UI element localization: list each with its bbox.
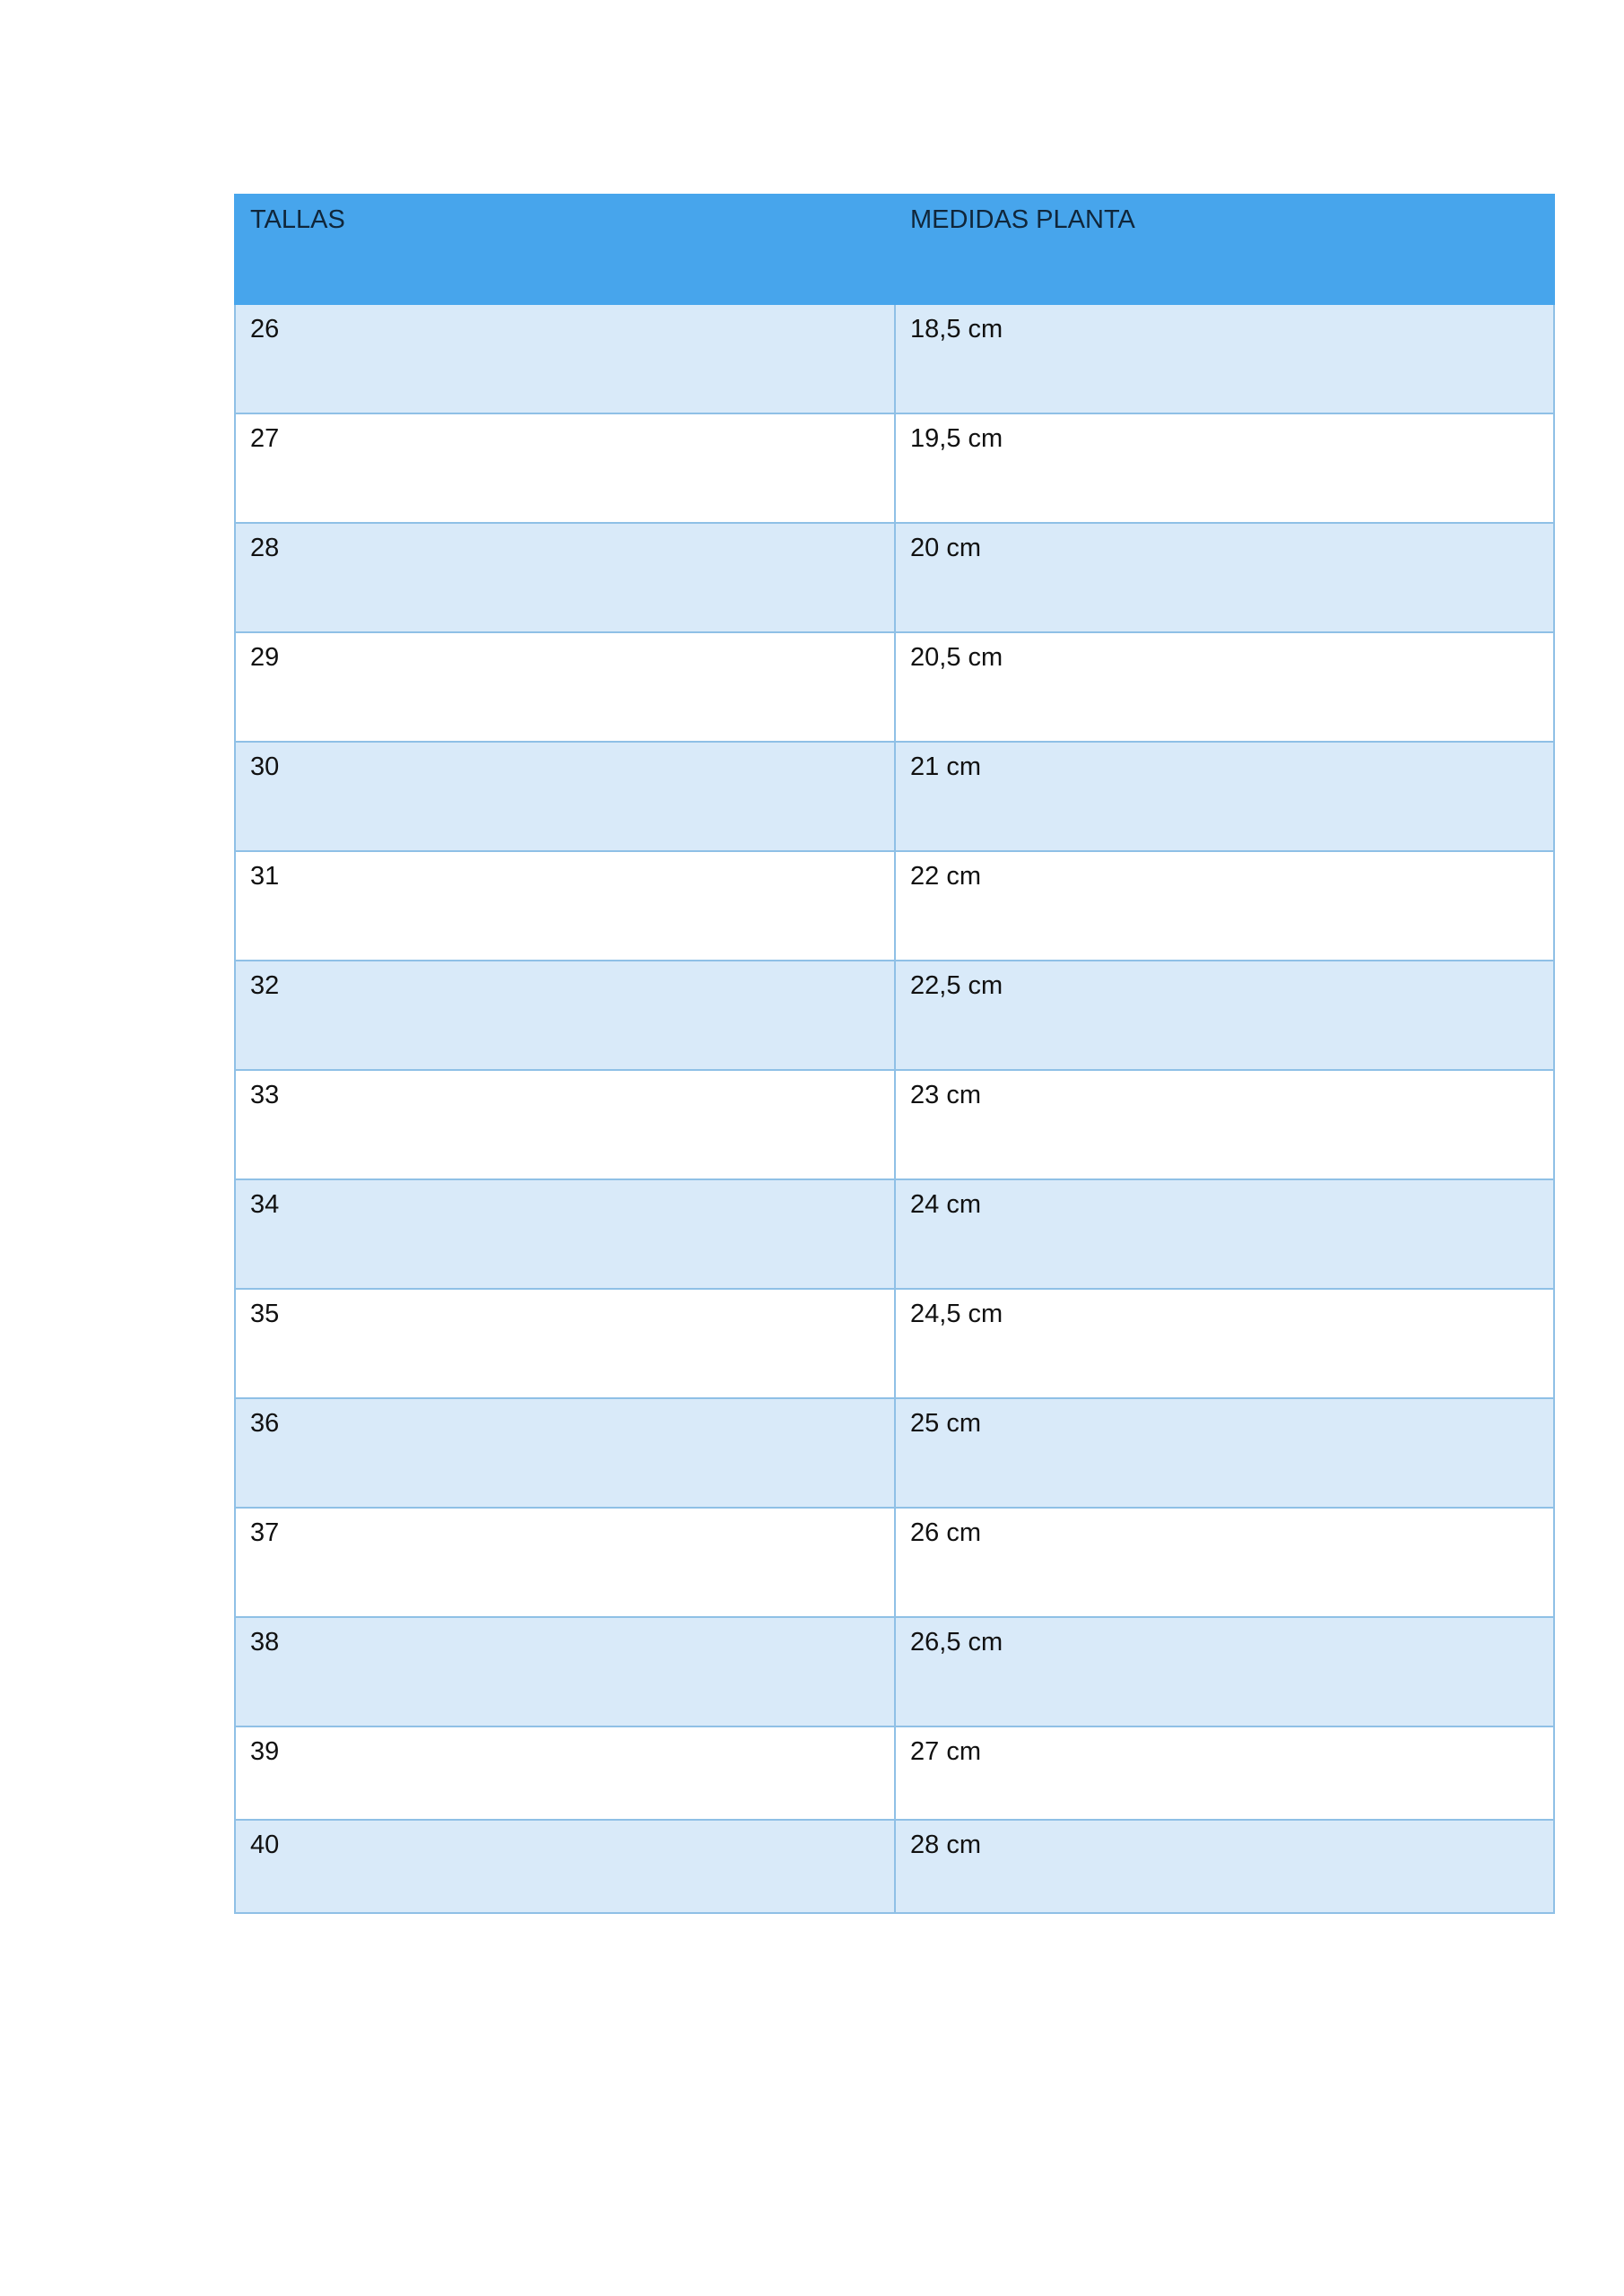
table-row xyxy=(235,1617,1554,1726)
cell-talla: 35 xyxy=(235,1289,895,1398)
cell-talla: 40 xyxy=(235,1820,895,1913)
cell-medida: 20 cm xyxy=(895,523,1554,632)
cell-talla: 26 xyxy=(235,304,895,413)
table-row xyxy=(235,1726,1554,1820)
header-medidas-planta: MEDIDAS PLANTA xyxy=(895,195,1554,304)
cell-talla: 39 xyxy=(235,1726,895,1820)
cell-medida: 24 cm xyxy=(895,1179,1554,1289)
cell-talla: 37 xyxy=(235,1508,895,1617)
table-row xyxy=(235,632,1554,742)
table-row xyxy=(235,851,1554,961)
cell-medida: 21 cm xyxy=(895,742,1554,851)
cell-medida: 25 cm xyxy=(895,1398,1554,1508)
cell-medida: 23 cm xyxy=(895,1070,1554,1179)
cell-talla: 27 xyxy=(235,413,895,523)
cell-medida: 28 cm xyxy=(895,1820,1554,1913)
cell-medida: 19,5 cm xyxy=(895,413,1554,523)
cell-talla: 33 xyxy=(235,1070,895,1179)
cell-medida: 22 cm xyxy=(895,851,1554,961)
table-row xyxy=(235,1508,1554,1617)
table-row xyxy=(235,1398,1554,1508)
size-table xyxy=(234,194,1555,1914)
cell-talla: 36 xyxy=(235,1398,895,1508)
header-tallas: TALLAS xyxy=(235,195,895,304)
table-row xyxy=(235,1820,1554,1913)
table-header-row xyxy=(235,195,1554,304)
cell-medida: 24,5 cm xyxy=(895,1289,1554,1398)
table-row xyxy=(235,1289,1554,1398)
cell-talla: 38 xyxy=(235,1617,895,1726)
cell-medida: 26,5 cm xyxy=(895,1617,1554,1726)
cell-medida: 22,5 cm xyxy=(895,961,1554,1070)
cell-medida: 26 cm xyxy=(895,1508,1554,1617)
table-row xyxy=(235,523,1554,632)
cell-medida: 20,5 cm xyxy=(895,632,1554,742)
cell-talla: 30 xyxy=(235,742,895,851)
cell-talla: 31 xyxy=(235,851,895,961)
table-row xyxy=(235,1179,1554,1289)
cell-medida: 18,5 cm xyxy=(895,304,1554,413)
table-row xyxy=(235,742,1554,851)
table-row xyxy=(235,413,1554,523)
cell-medida: 27 cm xyxy=(895,1726,1554,1820)
cell-talla: 28 xyxy=(235,523,895,632)
cell-talla: 34 xyxy=(235,1179,895,1289)
table-row xyxy=(235,961,1554,1070)
table-row xyxy=(235,304,1554,413)
cell-talla: 32 xyxy=(235,961,895,1070)
table-row xyxy=(235,1070,1554,1179)
cell-talla: 29 xyxy=(235,632,895,742)
